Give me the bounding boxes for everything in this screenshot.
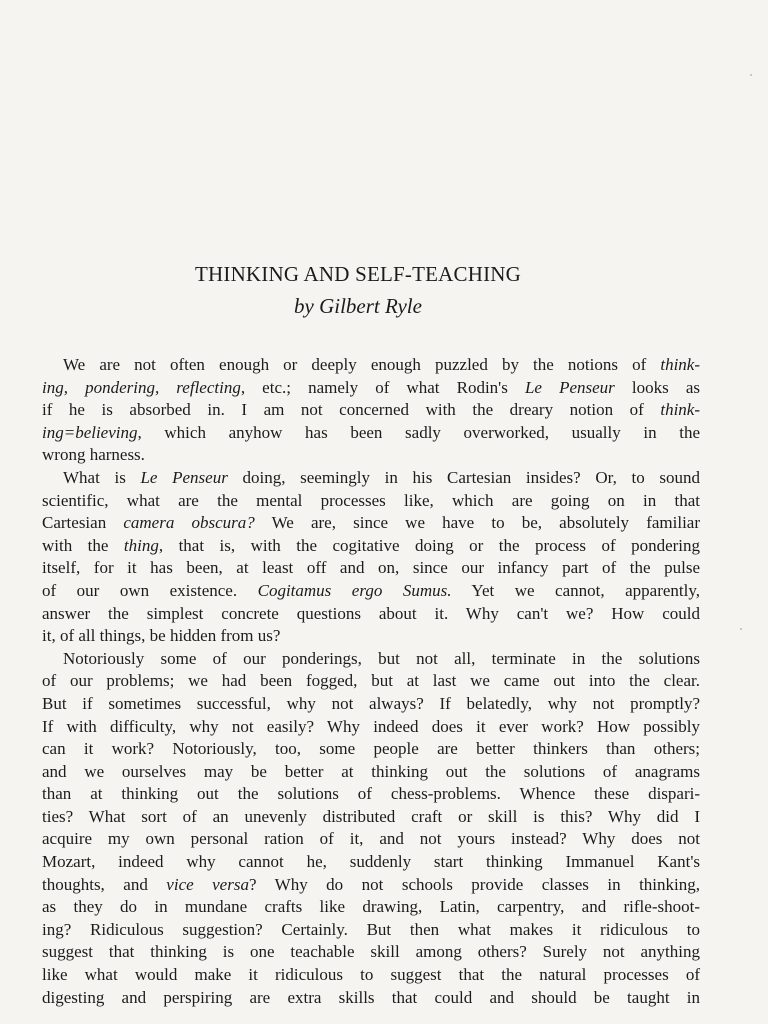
italic-text: think-	[660, 355, 700, 374]
italic-text: think-	[660, 400, 700, 420]
italic-text: vice versa	[166, 874, 249, 894]
text-line	[42, 828, 700, 851]
text-segment: ing? Ridiculous suggestion? Certainly. But then what makes it ridiculous to	[42, 919, 700, 939]
text-line	[42, 512, 700, 535]
text-line	[42, 964, 700, 987]
text-line	[42, 851, 700, 874]
text-line	[42, 354, 700, 377]
text-line	[42, 648, 700, 671]
italic-text: Cogitamus ergo Sumus.	[257, 580, 452, 600]
text-segment: Mozart, indeed why cannot he, suddenly start thinking Immanuel Kant's	[42, 852, 700, 872]
text-line	[42, 716, 700, 739]
text-segment: ? Why do not schools provide classes in thinking,	[248, 874, 700, 894]
text-line	[42, 670, 700, 693]
text-segment: , which anyhow has been sadly overworked, usually in the	[137, 422, 700, 442]
text-segment: We are, since we have to be, absolutely familiar	[254, 513, 700, 533]
text-segment: We are not often enough or deeply enough puzzled by the notions of	[63, 355, 661, 374]
text-segment: of our problems; we had been fogged, but at last we came out into the clear.	[42, 671, 700, 691]
article-body	[42, 354, 700, 1009]
text-segment: Notoriously some of our ponderings, but not all, terminate in the solutions	[63, 648, 700, 668]
text-line	[42, 987, 700, 1010]
text-segment: suggest that thinking is one teachable skill among others? Surely not anything	[42, 942, 700, 962]
text-segment: , that is, with the cogitative doing or the process of pondering	[158, 535, 701, 555]
text-line	[42, 896, 700, 919]
text-line	[42, 693, 700, 716]
text-line	[42, 919, 700, 942]
text-line	[42, 806, 700, 829]
article-title: THINKING AND SELF-TEACHING	[194, 262, 521, 286]
text-segment: with the	[42, 535, 124, 555]
italic-text: Le Penseur	[140, 467, 228, 487]
text-line	[42, 761, 700, 784]
text-segment: What is	[63, 467, 141, 487]
text-line	[42, 557, 700, 580]
text-segment: looks as	[614, 377, 700, 397]
italic-text: camera obscura?	[123, 513, 255, 533]
text-segment: Yet we cannot, apparently,	[451, 580, 701, 600]
text-line	[42, 467, 700, 490]
text-segment: thoughts, and	[42, 874, 167, 894]
text-line	[42, 490, 700, 513]
text-segment: it, of all things, be hidden from us?	[42, 626, 281, 646]
text-segment: and we ourselves may be better at thinking out the solutions of anagrams	[42, 761, 700, 781]
text-line	[42, 399, 700, 422]
text-segment: like what would make it ridiculous to suggest that the natural processes of	[42, 965, 700, 985]
text-segment: scientific, what are the mental processes like, which are going on in that	[42, 490, 700, 510]
text-line	[42, 625, 700, 648]
text-line	[42, 535, 700, 558]
italic-text: Le Penseur	[524, 377, 615, 397]
text-segment: , etc.; namely of what Rodin's	[240, 377, 525, 397]
text-line	[42, 783, 700, 806]
text-segment: doing, seemingly in his Cartesian insides? Or, to sound	[227, 467, 700, 487]
text-segment: But if sometimes successful, why not always? If belatedly, why not promptly?	[42, 693, 700, 713]
text-segment: Cartesian	[42, 513, 124, 533]
text-segment: ties? What sort of an unevenly distributed craft or skill is this? Why did I	[42, 806, 700, 826]
text-segment: itself, for it has been, at least off and on, since our infancy part of the pulse	[42, 558, 700, 578]
scan-speck	[750, 74, 752, 76]
text-line	[42, 874, 700, 897]
text-line	[42, 422, 700, 445]
text-segment: if he is absorbed in. I am not concerned with the dreary notion of	[42, 400, 661, 420]
text-segment: acquire my own personal ration of it, and not yours instead? Why does not	[42, 829, 700, 849]
text-segment: answer the simplest concrete questions about it. Why can't we? How could	[42, 603, 700, 623]
text-segment: can it work? Notoriously, too, some people are better thinkers than others;	[42, 739, 700, 759]
text-line	[42, 444, 700, 467]
italic-text: ing=believing	[42, 422, 138, 442]
text-segment: than at thinking out the solutions of chess-problems. Whence these dispari-	[42, 784, 700, 804]
article-author: by Gilbert Ryle	[294, 294, 422, 318]
text-segment: of our own existence.	[42, 580, 258, 600]
text-segment: If with difficulty, why not easily? Why indeed does it ever work? How possibly	[42, 716, 700, 736]
text-segment: as they do in mundane crafts like drawing, Latin, carpentry, and rifle-shoot-	[42, 897, 700, 917]
italic-text: thing	[123, 535, 159, 555]
italic-text: ing, pondering, reflecting	[42, 377, 241, 397]
text-segment: wrong harness.	[42, 445, 145, 465]
text-line	[42, 603, 700, 626]
text-line	[42, 738, 700, 761]
text-line	[42, 941, 700, 964]
text-line	[42, 377, 700, 400]
text-segment: digesting and perspiring are extra skills that could and should be taught in	[42, 987, 700, 1007]
text-line	[42, 580, 700, 603]
scan-speck	[740, 628, 742, 630]
